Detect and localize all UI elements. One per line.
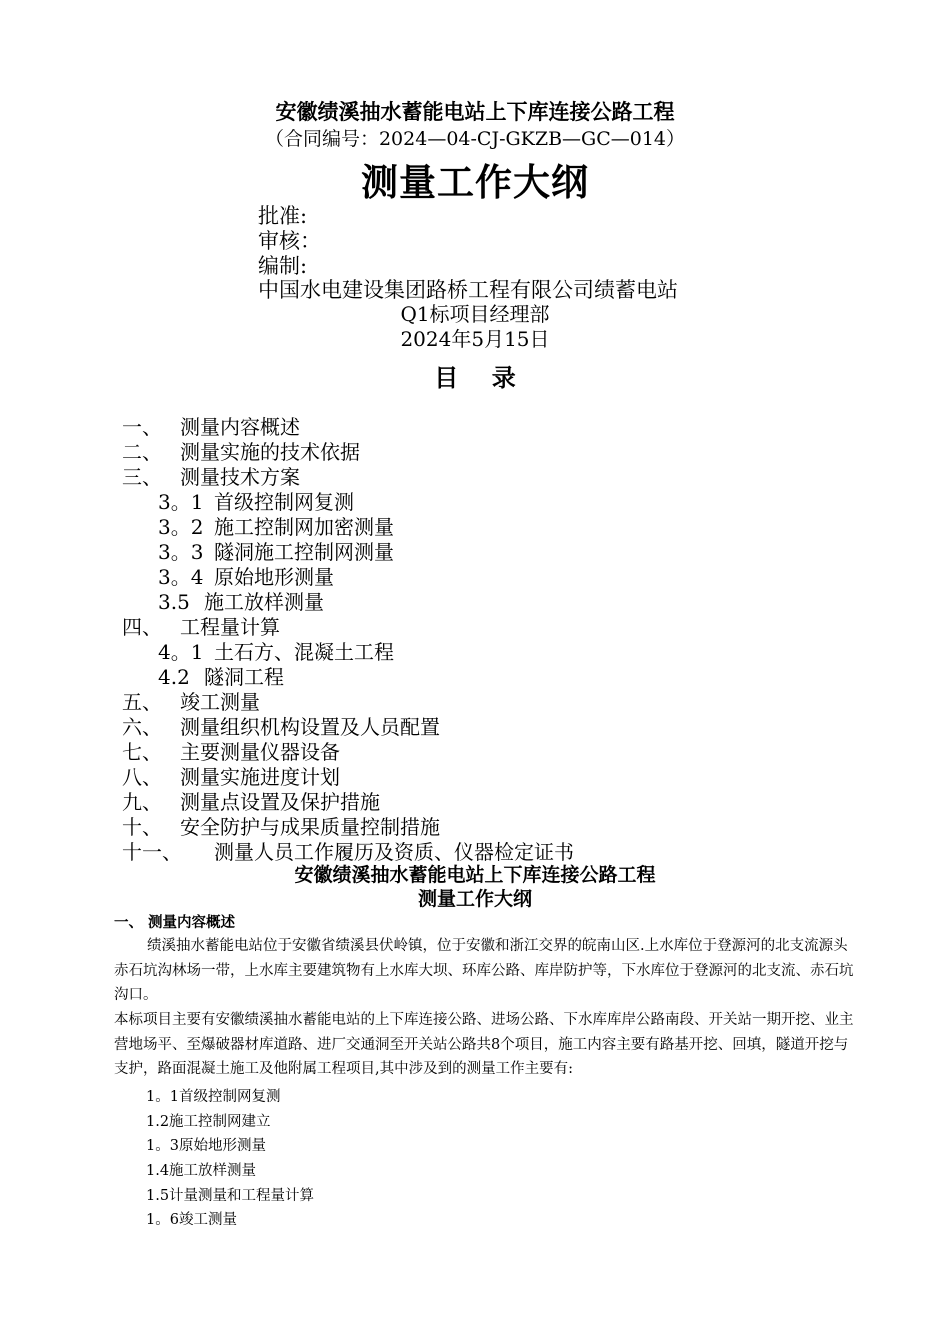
toc-item-4[interactable]: 四、 工程量计算 [122,615,280,639]
toc-item-5[interactable]: 五、 竣工测量 [122,690,260,714]
toc-item-4-2[interactable]: 4.2 隧洞工程 [158,665,284,689]
toc-item-10[interactable]: 十、 安全防护与成果质量控制措施 [122,815,440,839]
toc-item-9[interactable]: 九、 测量点设置及保护措施 [122,790,380,814]
survey-item-2: 1.2施工控制网建立 [146,1114,271,1130]
department-name: Q1标项目经理部 [400,302,550,326]
toc-item-11[interactable]: 十一、 测量人员工作履历及资质、仪器检定证书 [122,840,574,864]
toc-item-3-5[interactable]: 3.5 施工放样测量 [158,590,324,614]
toc-item-3-2[interactable]: 3。2 施工控制网加密测量 [158,515,394,539]
review-label: 审核： [258,229,321,253]
toc-item-3[interactable]: 三、 测量技术方案 [122,465,300,489]
paragraph-scope: 本标项目主要有安徽绩溪抽水蓄能电站的上下库连接公路、进场公路、下水库库岸公路南段、开关站一期开挖、业主营地场平、至爆破器材库道路、进厂交通洞至开关站公路共8个项目，施工内容主要有路基开挖、回填，隧道开挖与支护，路面混凝土施工及他附属工程项目,其中涉及到的测量工作主要有: [114,1012,854,1077]
toc-item-4-1[interactable]: 4。1 土石方、混凝土工程 [158,640,394,664]
survey-item-4: 1.4施工放样测量 [146,1163,257,1179]
survey-item-6: 1。6竣工测量 [146,1212,237,1228]
survey-item-3: 1。3原始地形测量 [146,1138,266,1154]
survey-item-1: 1。1首级控制网复测 [146,1089,281,1105]
body-project-title: 安徽绩溪抽水蓄能电站上下库连接公路工程 [294,864,656,886]
toc-item-6[interactable]: 六、 测量组织机构设置及人员配置 [122,715,440,739]
contract-number: （合同编号：2024—04-CJ-GKZB—GC—014） [264,128,686,150]
body-document-title: 测量工作大纲 [417,888,532,910]
toc-item-1[interactable]: 一、 测量内容概述 [122,415,300,439]
toc-item-2[interactable]: 二、 测量实施的技术依据 [122,440,360,464]
toc-item-7[interactable]: 七、 主要测量仪器设备 [122,740,340,764]
survey-item-5: 1.5计量测量和工程量计算 [146,1188,315,1204]
toc-item-8[interactable]: 八、 测量实施进度计划 [122,765,340,789]
toc-item-3-1[interactable]: 3。1 首级控制网复测 [158,490,354,514]
document-date: 2024年5月15日 [400,327,550,351]
toc-item-3-3[interactable]: 3。3 隧洞施工控制网测量 [158,540,394,564]
toc-item-3-4[interactable]: 3。4 原始地形测量 [158,565,334,589]
paragraph-overview: 绩溪抽水蓄能电站位于安徽省绩溪县伏岭镇，位于安徽和浙江交界的皖南山区.上水库位于登源河的北支流源头赤石坑沟林场一带，上水库主要建筑物有上水库大坝、环库公路、库岸防护等，下水库位于登源河的北支流、赤石坑沟口。 [114,938,854,1003]
section-1-heading: 一、 测量内容概述 [114,915,236,931]
compile-label: 编制: [258,254,308,278]
company-name: 中国水电建设集团路桥工程有限公司绩蓄电站 [258,278,678,302]
toc-title: 目 录 [434,364,516,392]
document-title: 测量工作大纲 [361,161,589,204]
approve-label: 批准: [258,204,308,228]
project-title: 安徽绩溪抽水蓄能电站上下库连接公路工程 [275,100,675,124]
